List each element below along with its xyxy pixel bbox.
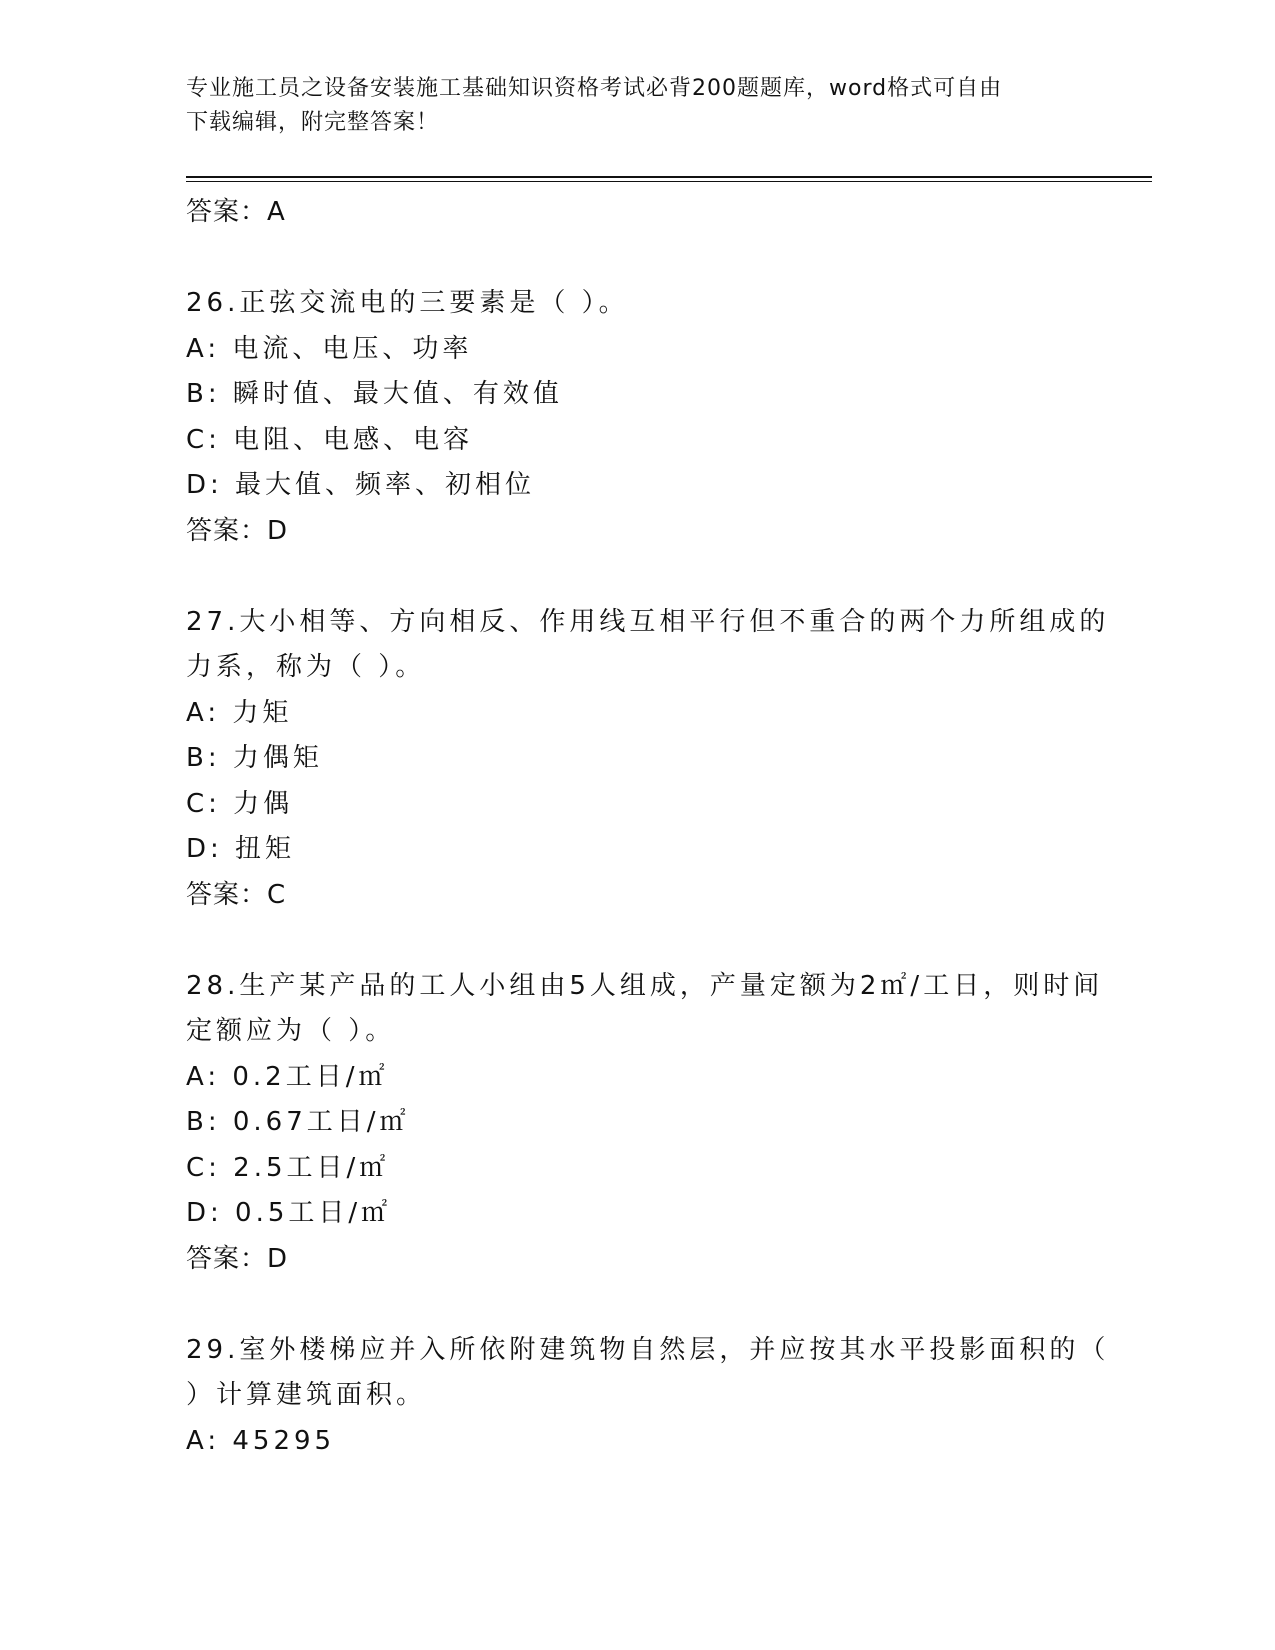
option-d: D: 扭矩 <box>186 834 296 864</box>
question-stem: 28.生产某产品的工人小组由5人组成，产量定额为2㎡/工日，则时间 <box>186 970 1104 1001</box>
question-stem: 26.正弦交流电的三要素是（ ）。 <box>186 288 629 318</box>
question-stem-continued: 力系，称为（ ）。 <box>186 652 426 682</box>
question-28 <box>186 964 1104 1283</box>
option-a: A: 电流、电压、功率 <box>186 333 473 364</box>
question-27 <box>186 600 1110 919</box>
option-d: D: 最大值、频率、初相位 <box>186 470 536 500</box>
question-stem: 27.大小相等、方向相反、作用线互相平行但不重合的两个力所组成的 <box>186 606 1110 637</box>
header-rule-thick <box>186 176 1152 178</box>
answer: 答案：D <box>186 1243 289 1274</box>
option-d: D: 0.5工日/㎡ <box>186 1198 392 1228</box>
option-b: B: 0.67工日/㎡ <box>186 1107 410 1137</box>
question-29 <box>186 1328 1110 1465</box>
header-line-2: 下载编辑，附完整答案！ <box>186 110 440 135</box>
answer: 答案：D <box>186 515 289 546</box>
option-a: A: 0.2工日/㎡ <box>186 1061 389 1092</box>
option-a: A: 力矩 <box>186 697 293 728</box>
header-rule-thin <box>186 181 1152 182</box>
option-b: B: 力偶矩 <box>186 743 323 773</box>
option-c: C: 力偶 <box>186 788 294 819</box>
option-a: A: 45295 <box>186 1425 336 1456</box>
document-header <box>186 72 1086 140</box>
header-line-1: 专业施工员之设备安装施工基础知识资格考试必背200题题库，word格式可自由 <box>186 76 1003 101</box>
question-stem-continued: 定额应为（ ）。 <box>186 1016 396 1046</box>
answer: 答案：C <box>186 879 287 910</box>
option-c: C: 电阻、电感、电容 <box>186 424 474 455</box>
question-stem-continued: ）计算建筑面积。 <box>186 1380 427 1410</box>
question-26 <box>186 281 1086 554</box>
option-c: C: 2.5工日/㎡ <box>186 1152 390 1183</box>
question-stem: 29.室外楼梯应并入所依附建筑物自然层，并应按其水平投影面积的（ <box>186 1334 1110 1365</box>
question-list <box>186 190 1110 1464</box>
previous-answer: 答案：A <box>186 197 286 227</box>
option-b: B: 瞬时值、最大值、有效值 <box>186 379 563 409</box>
